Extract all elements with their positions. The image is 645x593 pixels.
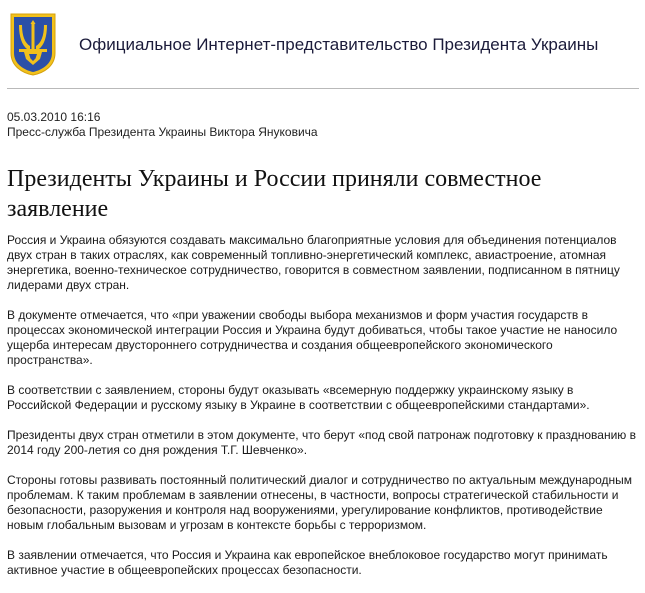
article-meta bbox=[7, 110, 318, 140]
article-paragraph: В заявлении отмечается, что Россия и Украина как европейское внеблоковое государство могут принимать активное участие в общеевропейских процессах безопасности. bbox=[7, 548, 608, 577]
header-divider bbox=[7, 88, 639, 89]
article-datetime: 05.03.2010 16:16 bbox=[7, 110, 101, 124]
article-paragraph: Стороны готовы развивать постоянный политический диалог и сотрудничество по актуальным международным проблемам. К таким проблемам в заявлении отнесены, в частности, вопросы стратегической стабильности и безопасности, разоружения и контроля над вооружениями, урегулирование конфликтов, противодействие новым глобальным вызовам и угрозам в контексте борьбы с терроризмом. bbox=[7, 473, 633, 532]
article-paragraph: Президенты двух стран отметили в этом документе, что берут «под свой патронаж подготовку к празднованию в 2014 году 200-летия со дня рождения Т.Г. Шевченко». bbox=[7, 428, 636, 457]
article-title: Президенты Украины и России приняли совместное заявление bbox=[7, 166, 542, 222]
article-paragraph: Россия и Украина обязуются создавать максимально благоприятные условия для объединения потенциалов двух стран в таких отраслях, как современный топливно-энергетический комплекс, авиастроение, атомная энергетика, военно-техническое сотрудничество, говорится в совместном заявлении, подписанном в пятницу лидерами двух стран. bbox=[7, 233, 620, 292]
article-paragraph: В документе отмечается, что «при уважении свободы выбора механизмов и форм участия государств в процессах экономической интеграции Россия и Украина будут добиваться, чтобы такое участие не наносило ущерба интересам двустороннего сотрудничества и создания общеевропейского экономического пространства». bbox=[7, 308, 618, 367]
article-paragraph: В соответствии с заявлением, стороны будут оказывать «всемерную поддержку украинскому языку в Российской Федерации и русскому языку в Украине в соответствии с общеевропейскими стандартами». bbox=[7, 383, 590, 412]
ukraine-trident-emblem-icon[interactable] bbox=[10, 13, 56, 76]
article-source: Пресс-служба Президента Украины Виктора Януковича bbox=[7, 125, 318, 139]
site-title: Официальное Интернет-представительство Президента Украины bbox=[79, 35, 599, 54]
site-header bbox=[0, 0, 645, 88]
article-body bbox=[7, 233, 637, 593]
